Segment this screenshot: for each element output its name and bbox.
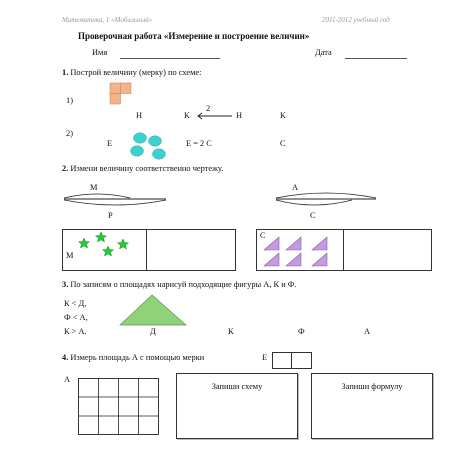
task3-line-1: К < Д,: [64, 299, 87, 308]
task4-heading: 4. Измерь площадь А с помощью мерки: [62, 353, 205, 362]
header-left: Математика, 1 «Мобильный»: [62, 16, 153, 24]
teal-circle: [131, 146, 144, 156]
task3-label-f: Ф: [298, 327, 305, 336]
task3-label-k: К: [228, 327, 234, 336]
task1-row2-num: 2): [66, 129, 73, 138]
star-icon: [96, 232, 107, 242]
task2-heading: 2. Измени величину соответственно чертежу.: [62, 164, 224, 173]
row1-label-k2: К: [280, 111, 286, 120]
teal-circle: [134, 133, 147, 143]
header-right: 2011-2012 учебный год: [322, 16, 390, 24]
green-triangle: [120, 295, 186, 325]
segment-right-diagram: [274, 190, 382, 212]
segment-left-bottom-label: Р: [108, 211, 113, 220]
teal-circles-figure: [128, 130, 172, 164]
task3-label-d: Д: [150, 327, 156, 336]
measure-e-box: [272, 352, 312, 369]
stars-figure: [70, 231, 138, 261]
task1-heading: 1. Построй величину (мерку) по схеме:: [62, 68, 202, 77]
task3-heading: 3. По записям о площадях нарисуй подходящие фигуры А, К и Ф.: [62, 280, 297, 289]
formula-answer-box[interactable]: [311, 373, 433, 439]
row2-c-label: С: [280, 139, 286, 148]
star-icon: [79, 238, 90, 248]
teal-circle: [153, 149, 166, 159]
date-blank[interactable]: [345, 58, 407, 59]
row1-label-n2: Н: [236, 111, 243, 120]
task3-line-3: К > А.: [64, 327, 87, 336]
task1-row1-num: 1): [66, 96, 73, 105]
lilac-triangle: [312, 253, 327, 266]
segment-left-diagram: [62, 190, 170, 212]
name-label: Имя: [92, 48, 108, 57]
formula-box-label: Запиши формулу: [341, 382, 403, 391]
segment-right-bottom-label: С: [310, 211, 316, 220]
teal-circle: [149, 136, 162, 146]
date-label: Дата: [315, 48, 332, 57]
task3-line-2: Ф < А,: [64, 313, 88, 322]
star-icon: [103, 246, 114, 256]
star-icon: [118, 239, 129, 249]
orange-square: [110, 94, 121, 105]
triangles-figure: [262, 236, 334, 268]
box-left-label: М: [66, 251, 74, 260]
row2-e-label: Е: [107, 139, 113, 148]
lilac-triangle: [286, 237, 301, 250]
row1-label-k1: К: [184, 111, 190, 120]
segment-left-top-label: М: [90, 183, 98, 192]
segment-right-top-label: А: [292, 183, 299, 192]
arrow-label: 2: [206, 104, 211, 113]
measure-label: Е: [262, 353, 268, 362]
figure-a-label: А: [64, 375, 71, 384]
scheme-answer-box[interactable]: [176, 373, 298, 439]
page-title: Проверочная работа «Измерение и построение величин»: [78, 31, 310, 41]
grid-figure-a: [78, 378, 160, 436]
green-triangle-figure: [118, 293, 190, 327]
name-blank[interactable]: [120, 58, 220, 59]
scheme-box-label: Запиши схему: [211, 382, 263, 391]
lilac-triangle: [264, 253, 279, 266]
lilac-triangle: [286, 253, 301, 266]
lilac-triangle: [264, 237, 279, 250]
task3-label-a: А: [364, 327, 371, 336]
row2-equation: Е = 2 С: [186, 139, 212, 148]
row1-label-n1: Н: [136, 111, 143, 120]
arrow-left-icon: [196, 112, 234, 120]
orange-square: [110, 83, 121, 94]
lilac-triangle: [312, 237, 327, 250]
orange-square: [121, 83, 132, 94]
box-right-label: С: [260, 231, 266, 240]
